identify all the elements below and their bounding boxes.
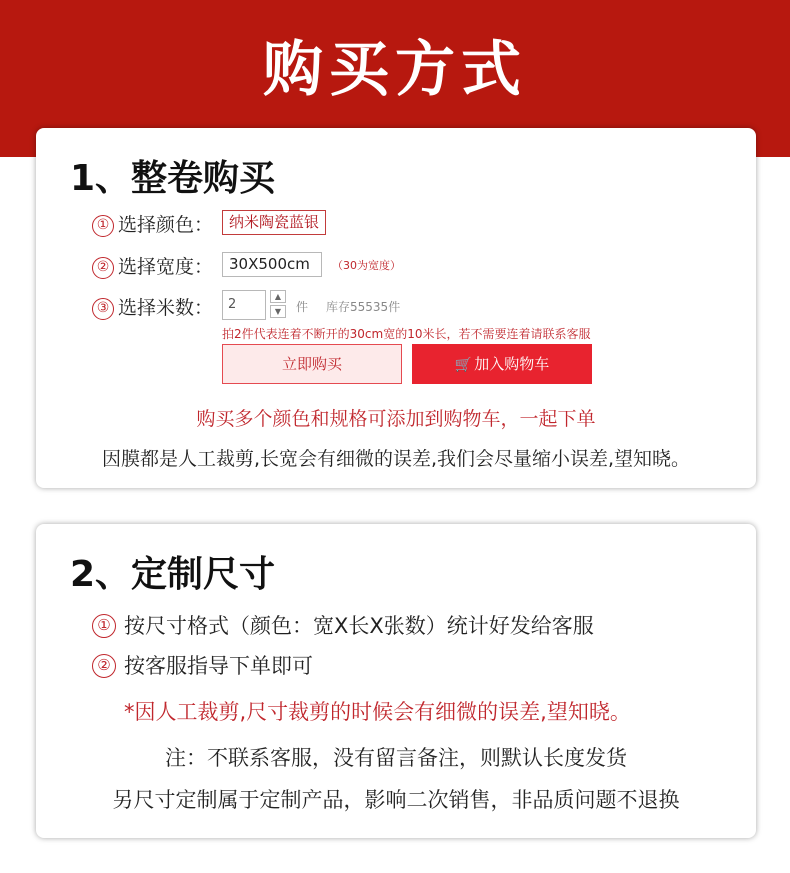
stock-value: 55535件 <box>350 300 401 314</box>
cart-tip: 购买多个颜色和规格可添加到购物车，一起下单 <box>196 408 596 430</box>
section-custom-size <box>36 524 756 838</box>
stock-label: 库存 <box>326 300 351 314</box>
list-item <box>92 610 594 640</box>
list-item <box>92 650 313 680</box>
quantity-input[interactable]: 2 <box>222 290 266 320</box>
page-title: 购买方式 <box>263 35 527 105</box>
width-note: （30为宽度） <box>332 259 401 272</box>
width-label: 选择宽度： <box>118 256 214 278</box>
quantity-note: 拍2件代表连着不断开的30cm宽的10米长，若不需要连着请联系客服 <box>222 327 591 341</box>
width-option-selected[interactable]: 30X500cm <box>222 252 322 277</box>
cart-icon: 🛒 <box>454 357 473 373</box>
default-length-note: 注：不联系客服，没有留言备注，则默认长度发货 <box>165 746 627 770</box>
step-number: ① <box>92 215 114 237</box>
list-item-text: 按尺寸格式（颜色：宽X长X张数）统计好发给客服 <box>124 614 594 638</box>
step-number: ② <box>92 257 114 279</box>
add-to-cart-button[interactable] <box>412 344 592 384</box>
quantity-down-icon[interactable]: ▼ <box>270 305 286 318</box>
section-whole-roll <box>36 128 756 488</box>
color-option-selected[interactable]: 纳米陶瓷蓝银 <box>222 210 326 235</box>
width-row-label <box>92 252 213 279</box>
no-return-note: 另尺寸定制属于定制产品，影响二次销售，非品质问题不退换 <box>112 788 680 812</box>
buy-now-button[interactable]: 立即购买 <box>222 344 402 384</box>
list-item-text: 按客服指导下单即可 <box>124 654 313 678</box>
color-label: 选择颜色： <box>118 214 214 236</box>
qty-label: 选择米数： <box>118 297 214 319</box>
quantity-up-icon[interactable]: ▲ <box>270 290 286 303</box>
step-number: ③ <box>92 298 114 320</box>
step-number: ① <box>92 614 116 638</box>
cut-error-note: *因人工裁剪,尺寸裁剪的时候会有细微的误差,望知晓。 <box>124 700 631 724</box>
add-to-cart-label: 加入购物车 <box>474 355 550 373</box>
step-number: ② <box>92 654 116 678</box>
section-title: 2、定制尺寸 <box>70 554 276 595</box>
color-row-label <box>92 210 213 237</box>
qty-row-label <box>92 293 213 320</box>
cut-error-note: 因膜都是人工裁剪,长宽会有细微的误差,我们会尽量缩小误差,望知晓。 <box>101 448 691 470</box>
stock-info <box>326 298 400 315</box>
section-title: 1、整卷购买 <box>70 158 276 199</box>
unit-label: 件 <box>296 300 309 314</box>
